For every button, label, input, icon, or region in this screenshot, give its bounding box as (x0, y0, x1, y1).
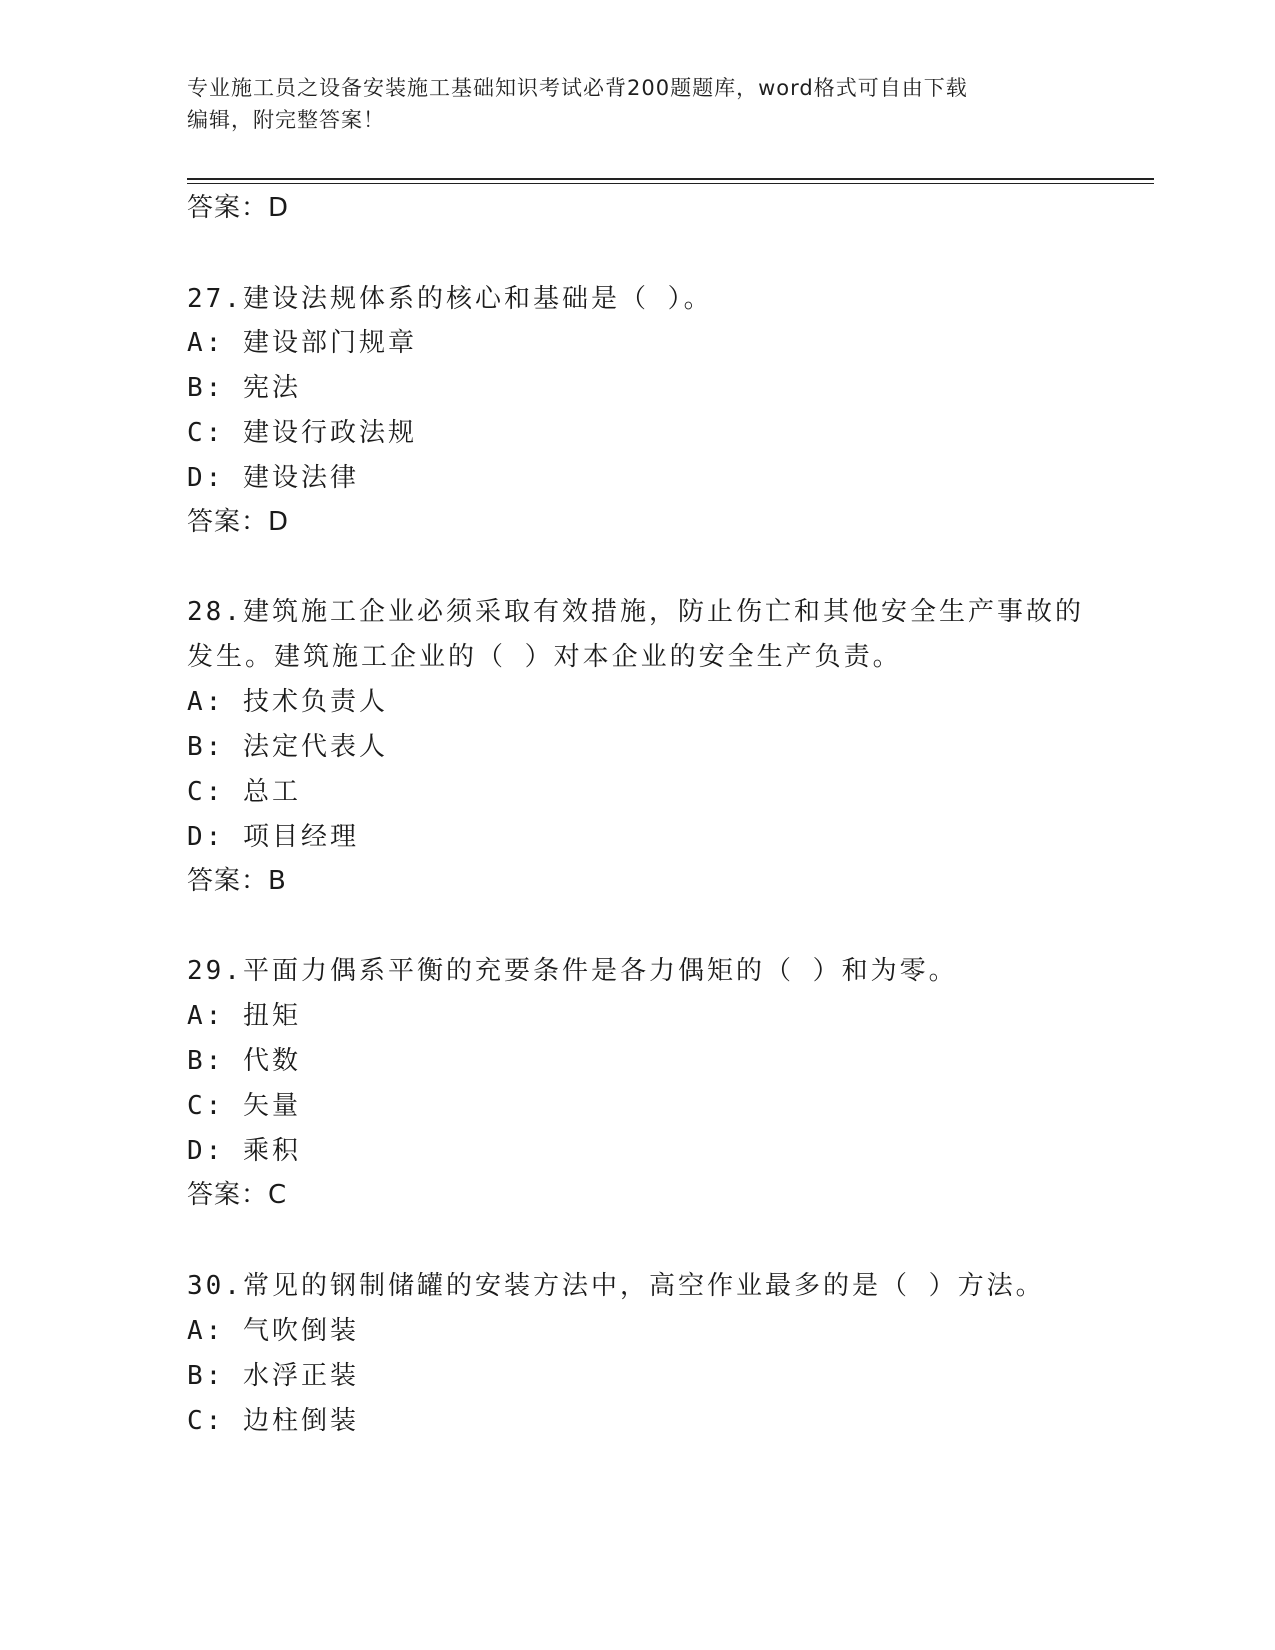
question-28-option-c: C: 总工 (187, 777, 301, 807)
question-27-option-d: D: 建设法律 (187, 463, 359, 493)
question-27-stem: 27.建设法规体系的核心和基础是（ ）。 (187, 284, 713, 314)
question-29-option-a: A: 扭矩 (187, 1001, 301, 1031)
question-29-option-b: B: 代数 (187, 1046, 301, 1076)
question-28-stem-line-2: 发生。建筑施工企业的（ ）对本企业的安全生产负责。 (187, 642, 902, 672)
header-title-line-2: 编辑，附完整答案！ (187, 108, 385, 132)
previous-answer: 答案：D (187, 193, 290, 223)
header-divider-thin (187, 183, 1154, 184)
question-28-option-d: D: 项目经理 (187, 822, 359, 852)
question-27-option-b: B: 宪法 (187, 373, 301, 403)
document-header (187, 72, 1087, 136)
question-28-answer: 答案：B (187, 866, 287, 896)
question-28-option-a: A: 技术负责人 (187, 687, 388, 717)
question-30-option-b: B: 水浮正装 (187, 1361, 359, 1391)
question-30-option-c: C: 边柱倒装 (187, 1406, 359, 1436)
question-29-option-d: D: 乘积 (187, 1136, 301, 1166)
question-27-answer: 答案：D (187, 507, 290, 537)
question-29-stem: 29.平面力偶系平衡的充要条件是各力偶矩的（ ）和为零。 (187, 956, 958, 986)
question-27-option-c: C: 建设行政法规 (187, 418, 417, 448)
question-29-option-c: C: 矢量 (187, 1091, 301, 1121)
header-title-line-1: 专业施工员之设备安装施工基础知识考试必背200题题库，word格式可自由下载 (187, 76, 968, 100)
question-30-option-a: A: 气吹倒装 (187, 1316, 359, 1346)
question-28-stem-line-1: 28.建筑施工企业必须采取有效措施，防止伤亡和其他安全生产事故的 (187, 597, 1084, 627)
question-28-option-b: B: 法定代表人 (187, 732, 388, 762)
question-30-stem: 30.常见的钢制储罐的安装方法中，高空作业最多的是（ ）方法。 (187, 1271, 1045, 1301)
header-divider-thick (187, 178, 1154, 180)
question-27-option-a: A: 建设部门规章 (187, 328, 417, 358)
question-29-answer: 答案：C (187, 1180, 288, 1210)
